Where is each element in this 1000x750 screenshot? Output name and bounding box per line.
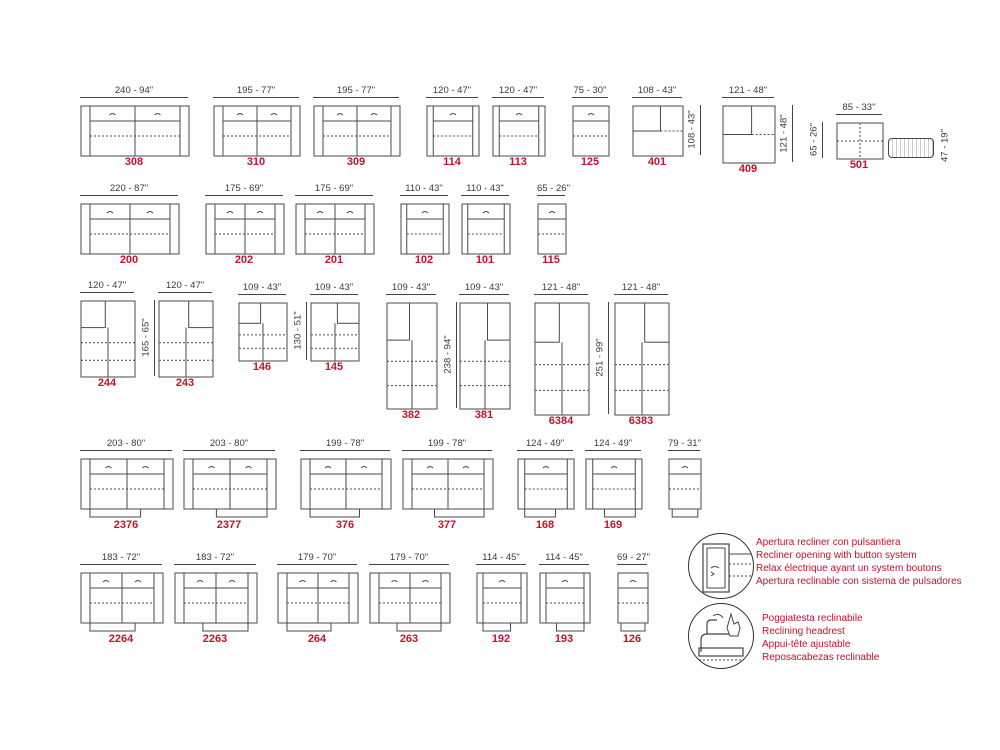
sofa-module-200	[80, 203, 180, 260]
depth-dimension: 108 - 43"	[686, 110, 698, 149]
recliner-legend-text	[756, 536, 962, 588]
sofa-module-377	[402, 458, 494, 525]
width-dimension: 108 - 43"	[632, 85, 682, 98]
width-dimension: 79 - 31"	[668, 438, 701, 449]
width-dimension: 110 - 43"	[461, 183, 509, 196]
width-dimension: 69 - 27"	[617, 552, 650, 563]
sofa-module-101	[461, 203, 511, 260]
legend-line: Apertura reclinable con sistema de pulsadores	[756, 576, 962, 587]
sofa-module-264	[277, 572, 359, 639]
width-dimension: 120 - 47"	[492, 85, 544, 98]
model-code: 243	[175, 377, 195, 389]
depth-dimension-line	[456, 302, 457, 408]
sofa-module-102	[400, 203, 450, 260]
model-code: 310	[246, 156, 266, 168]
sofa-module-168	[517, 458, 575, 525]
width-dimension: 195 - 77"	[213, 85, 299, 98]
sofa-module-113	[492, 105, 546, 162]
sofa-module-m79	[668, 458, 702, 525]
sofa-module-382	[386, 302, 438, 415]
sofa-module-192	[476, 572, 528, 639]
width-dimension: 120 - 47"	[158, 280, 212, 293]
model-code: 376	[335, 519, 355, 531]
model-code: 381	[474, 409, 494, 421]
model-code: 6384	[548, 415, 574, 427]
model-code: 193	[554, 633, 574, 645]
width-dimension: 199 - 78"	[300, 438, 390, 451]
width-dimension: 183 - 72"	[80, 552, 162, 565]
model-code: 200	[119, 254, 139, 266]
model-code: 501	[849, 159, 869, 171]
width-dimension: 195 - 77"	[313, 85, 399, 98]
model-code: 2263	[202, 633, 228, 645]
width-dimension: 109 - 43"	[459, 282, 509, 295]
model-code: 114	[443, 156, 461, 168]
depth-dimension: 238 - 94"	[442, 335, 454, 374]
model-code: 308	[124, 156, 144, 168]
model-code: 409	[738, 163, 758, 175]
width-dimension: 85 - 33"	[836, 102, 882, 115]
width-dimension: 120 - 47"	[426, 85, 478, 98]
model-code: 377	[437, 519, 457, 531]
sofa-module-409	[722, 105, 776, 169]
sofa-module-202	[205, 203, 285, 260]
depth-dimension: 121 - 48"	[778, 113, 790, 153]
width-dimension: 175 - 69"	[295, 183, 373, 196]
depth-dimension: 65 - 26"	[808, 123, 820, 156]
width-dimension: 199 - 78"	[402, 438, 492, 451]
width-dimension: 124 - 49"	[585, 438, 641, 451]
width-dimension: 121 - 48"	[534, 282, 588, 295]
sofa-module-2377	[183, 458, 277, 525]
width-dimension: 183 - 72"	[174, 552, 256, 565]
depth-dimension-line	[792, 105, 793, 162]
model-code: 113	[509, 156, 527, 168]
legend-line: Poggiatesta reclinabile	[762, 613, 863, 624]
width-dimension: 220 - 87"	[80, 183, 178, 196]
width-dimension: 114 - 45"	[539, 552, 589, 565]
width-dimension: 240 - 94"	[80, 85, 188, 98]
sofa-module-243	[158, 300, 214, 383]
width-dimension: 203 - 80"	[80, 438, 172, 451]
depth-dimension-line	[822, 122, 823, 158]
sofa-module-115	[537, 203, 567, 260]
model-code: 263	[399, 633, 419, 645]
sofa-module-169	[585, 458, 643, 525]
depth-dimension-line	[306, 302, 307, 360]
depth-dimension-line	[608, 302, 609, 414]
width-dimension: 121 - 48"	[614, 282, 668, 295]
sofa-module-114	[426, 105, 480, 162]
sofa-module-6383	[614, 302, 670, 421]
model-code: 115	[542, 254, 560, 266]
height-dimension: 47 - 19"	[939, 129, 951, 162]
sofa-module-401	[632, 105, 684, 162]
model-code: 2377	[216, 519, 242, 531]
sofa-module-6384	[534, 302, 590, 421]
width-dimension: 75 - 30"	[573, 85, 607, 96]
width-dimension: 109 - 43"	[386, 282, 436, 295]
sofa-module-145	[310, 302, 360, 367]
width-dimension: 175 - 69"	[205, 183, 283, 196]
model-code: 101	[475, 254, 495, 266]
width-dimension: 109 - 43"	[310, 282, 358, 295]
model-code: 2376	[113, 519, 139, 531]
width-dimension: 203 - 80"	[183, 438, 275, 451]
model-code: 264	[307, 633, 327, 645]
legend-line: Reposacabezas reclinable	[762, 652, 880, 663]
sofa-module-125	[572, 105, 610, 162]
width-dimension: 109 - 43"	[238, 282, 286, 295]
sofa-module-2264	[80, 572, 164, 639]
sofa-module-381	[459, 302, 511, 415]
model-code: 102	[414, 254, 434, 266]
recliner-legend-icon	[688, 533, 754, 599]
model-code: 125	[580, 156, 600, 168]
model-code: 146	[252, 361, 272, 373]
depth-dimension-line	[700, 105, 701, 155]
width-dimension: 114 - 45"	[476, 552, 526, 565]
sofa-module-201	[295, 203, 375, 260]
model-code: 2264	[108, 633, 134, 645]
sofa-module-2263	[174, 572, 258, 639]
sofa-module-146	[238, 302, 288, 367]
width-dimension: 110 - 43"	[400, 183, 448, 196]
sofa-module-309	[313, 105, 401, 162]
legend-line: Appui-tête ajustable	[762, 639, 851, 650]
depth-dimension: 165 - 65"	[140, 318, 152, 357]
headrest-legend-icon	[688, 603, 754, 669]
sofa-module-310	[213, 105, 301, 162]
sofa-module-308	[80, 105, 190, 162]
model-code: 6383	[628, 415, 654, 427]
model-code: 244	[97, 377, 117, 389]
sofa-module-376	[300, 458, 392, 525]
model-code: 192	[491, 633, 511, 645]
model-code: 126	[622, 633, 642, 645]
model-code: 401	[647, 156, 667, 168]
width-dimension: 124 - 49"	[517, 438, 573, 451]
model-code: 201	[324, 254, 344, 266]
pouf-side-view	[888, 138, 934, 158]
legend-line: Recliner opening with button system	[756, 550, 917, 561]
headrest-legend-text	[762, 612, 879, 664]
legend-line: Reclining headrest	[762, 626, 845, 637]
depth-dimension-line	[154, 300, 155, 376]
width-dimension: 179 - 70"	[277, 552, 357, 565]
width-dimension: 179 - 70"	[369, 552, 449, 565]
depth-dimension: 251 - 99"	[594, 338, 606, 377]
sofa-module-2376	[80, 458, 174, 525]
model-code: 168	[535, 519, 555, 531]
model-code: 382	[401, 409, 421, 421]
model-code: 202	[234, 254, 254, 266]
sofa-module-126	[617, 572, 649, 639]
sofa-module-193	[539, 572, 591, 639]
width-dimension: 120 - 47"	[80, 280, 134, 293]
sofa-module-263	[369, 572, 451, 639]
legend-line: Relax électrique ayant un system boutons	[756, 563, 942, 574]
model-code: 145	[324, 361, 344, 373]
width-dimension: 121 - 48"	[722, 85, 774, 98]
depth-dimension: 130 - 51"	[292, 311, 304, 350]
legend-line: Apertura recliner con pulsantiera	[756, 537, 901, 548]
width-dimension: 65 - 26"	[537, 183, 570, 194]
model-code: 169	[603, 519, 623, 531]
model-code: 309	[346, 156, 366, 168]
sofa-module-244	[80, 300, 136, 383]
